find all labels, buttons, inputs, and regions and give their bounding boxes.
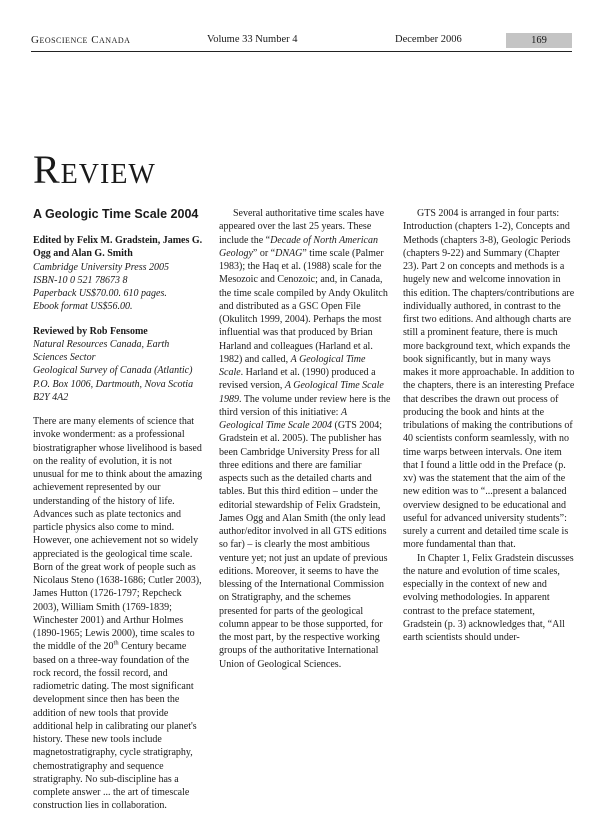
body-paragraph-2: Several authoritative time scales have appeared over the last 25 years. These include the “Decade of North American Geology” or “DNAG” time scale (Palmer 1983); the Haq et al. (1988) scale for the Mesozoic and Cenozoic; and, in Canada, the time scale compiled by Andy Okulitch and distributed as a GSC Open File (Okulitch 1999, 2004). Perhaps the most influential was that produced by Brian Harland and colleagues (Harland et al. 1982) and called, A Geological Time Scale. Harland et al. (1990) produced a revised version, A Geological Time Scale 1989. The volume under review here is the third version of this initiative: A Geological Time Scale 2004 (GTS 2004; Gradstein et al. 2005). The publisher has been Cambridge University Press for all three editions and there are familiar aspects such as the detailed charts and tables. But this third edition – under the editorial stewardship of Felix Gradstein, James Ogg and Alan Smith (the only lead author/editor involved in all GTS editions so far) – is clearly the most ambitious venture yet; not just an update of previous editions. Moreover, it seems to have the blessing of the International Commission on Stratigraphy, and the schemes presented for parts of the geological column appear to be those supported, for the most part, by the respective working groups of the authoritative International Union of Geological Sciences. [219,208,391,670]
body-paragraph-4: In Chapter 1, Felix Gradstein discusses the nature and evolution of time scales, especially in the context of new and evolving methodologies. In apparent contrast to the preface statement, Gradstein (p. 3) acknowledges that, “All earth scientists should under- [403,552,574,643]
journal-name: Geoscience Canada [31,34,131,46]
book-paperback-price: Paperback US$70.00. 610 pages. [33,288,167,299]
page-number: 169 [506,33,572,48]
reviewer-affiliation: Natural Resources Canada, Earth Sciences Sector [33,338,170,363]
issue-date: December 2006 [395,34,462,45]
reviewer-address: P.O. Box 1006, Dartmouth, Nova Scotia B2Y 4A2 [33,378,194,403]
reviewer-name: Reviewed by Rob Fensome [33,325,148,337]
book-isbn: ISBN-10 0 521 78673 8 [33,274,128,286]
column-2 [219,207,391,671]
book-editors: Edited by Felix M. Gradstein, James G. Ogg and Alan G. Smith [33,235,203,260]
body-paragraph-1: There are many elements of science that invoke wonderment: as a professional biostratigrapher whose livelihood is based on the reality of evolution, it is not unusual for me to think about the amazing achievement represented by our understanding of the history of life. Advances such as plate tectonics and particle physics also come to mind. However, one achievement not so widely appreciated is the geological time scale. Born of the great work of people such as Nicolaus Steno (1638-1686; Cutler 2003), James Hutton (1726-1797; Repcheck 2003), William Smith (1769-1839; Winchester 2001) and Arthur Holmes (1890-1965; Lewis 2000), time scales to the middle of the 20th Century became based on a three-way foundation of the rock record, the fossil record, and radiometric dating. The most significant development since then has been the addition of new tools that provide additional help in calibrating our planet's history. These new tools include magnetostratigraphy, cycle stratigraphy, chemostratigraphy and sequence stratigraphy. No sub-discipline has a complete answer ... the art of timescale construction lies in collaboration. [33,416,203,812]
running-header [31,34,572,52]
volume-issue: Volume 33 Number 4 [207,34,298,45]
book-ebook-price: Ebook format US$56.00. [33,301,133,313]
body-paragraph-3: GTS 2004 is arranged in four parts: Introduction (chapters 1-2), Concepts and Methods (chapters 3-8), Geologic Periods (chapters 9-22) and Summary (Chapter 23). Part 2 on concepts and methods is a hugely new and welcome innovation in this edition. The chapters/contributions are individually authored, in contrast to the first two editions. And although charts are still a prominent feature, there is much more background text, which expands the book significantly, but in many ways makes it more approachable. In addition to the chapters, there is an interesting Preface that describes the drawn out process of producing the book and hints at the tribulations of making the contributions of 40 scientists conform seamlessly, with no time warps between intervals. One item that I found a little odd in the Preface (p. xv) was the statement that the aim of the new edition was to “...present a balanced overview designed to be educational and useful for advanced university students”: surely a current and detailed time scale is more fundamental than that. [403,208,575,551]
reviewer-affiliation-2: Geological Survey of Canada (Atlantic) [33,365,193,377]
book-title: A Geologic Time Scale 2004 [33,207,199,221]
section-title: Review [33,147,156,192]
column-1 [33,207,205,813]
book-publisher: Cambridge University Press 2005 [33,261,170,273]
column-3 [403,207,575,644]
